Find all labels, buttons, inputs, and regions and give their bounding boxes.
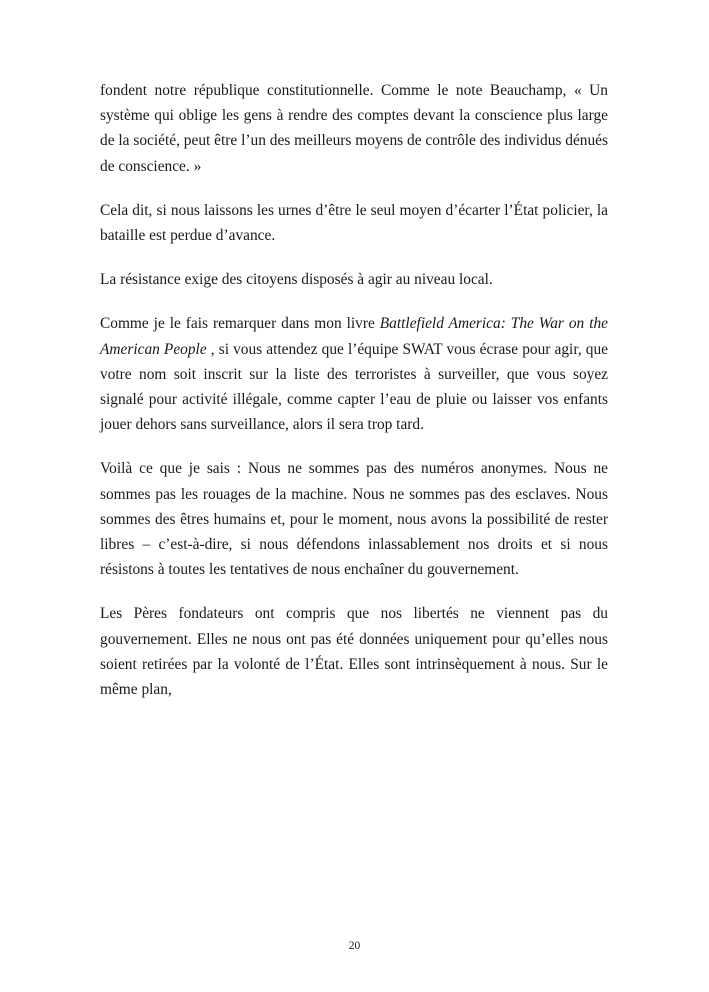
paragraph xyxy=(100,311,608,437)
paragraph xyxy=(100,198,608,248)
paragraph xyxy=(100,267,608,292)
page-number: 20 xyxy=(348,940,361,952)
paragraph xyxy=(100,78,608,179)
text-run: Comme je le fais remarquer dans mon livre xyxy=(100,315,380,333)
body-text-column xyxy=(100,78,608,702)
text-run: fondent notre république constitutionnelle. Comme le note Beauchamp, « Un système qui oblige les gens à rendre des comptes devant la conscience plus large de la société, peut être l’un des meilleurs moyens de contrôle des individus dénués de conscience. » xyxy=(100,82,608,175)
text-run: La résistance exige des citoyens disposés à agir au niveau local. xyxy=(100,271,493,289)
text-run: Les Pères fondateurs ont compris que nos libertés ne viennent pas du gouvernement. Elles ne nous ont pas été données uniquement pour qu’elles nous soient retirées par la volonté de l’État. Elles sont intrinsèquement à nous. Sur le même plan, xyxy=(100,605,608,699)
paragraph xyxy=(100,601,608,702)
text-run: Cela dit, si nous laissons les urnes d’être le seul moyen d’écarter l’État policier, la bataille est perdue d’avance. xyxy=(100,201,608,245)
text-run: Voilà ce que je sais : Nous ne sommes pas des numéros anonymes. Nous ne sommes pas les rouages de la machine. Nous ne sommes pas des esclaves. Nous sommes des êtres humains et, pour le moment, nous avons la possibilité de rester libres – c’est-à-dire, si nous défendons inlassablement nos droits et si nous résistons à toutes les tentatives de nous enchaîner du gouvernement. xyxy=(100,460,608,579)
paragraph xyxy=(100,456,608,582)
book-title: Battlefield America: The War on the American People xyxy=(100,315,608,358)
text-run: , si vous attendez que l’équipe SWAT vous écrase pour agir, que votre nom soit inscrit sur la liste des terroristes à surveiller, que vous soyez signalé pour activité illégale, comme capter l’eau de pluie ou laisser vos enfants jouer dehors sans surveillance, alors il sera trop tard. xyxy=(100,340,608,434)
